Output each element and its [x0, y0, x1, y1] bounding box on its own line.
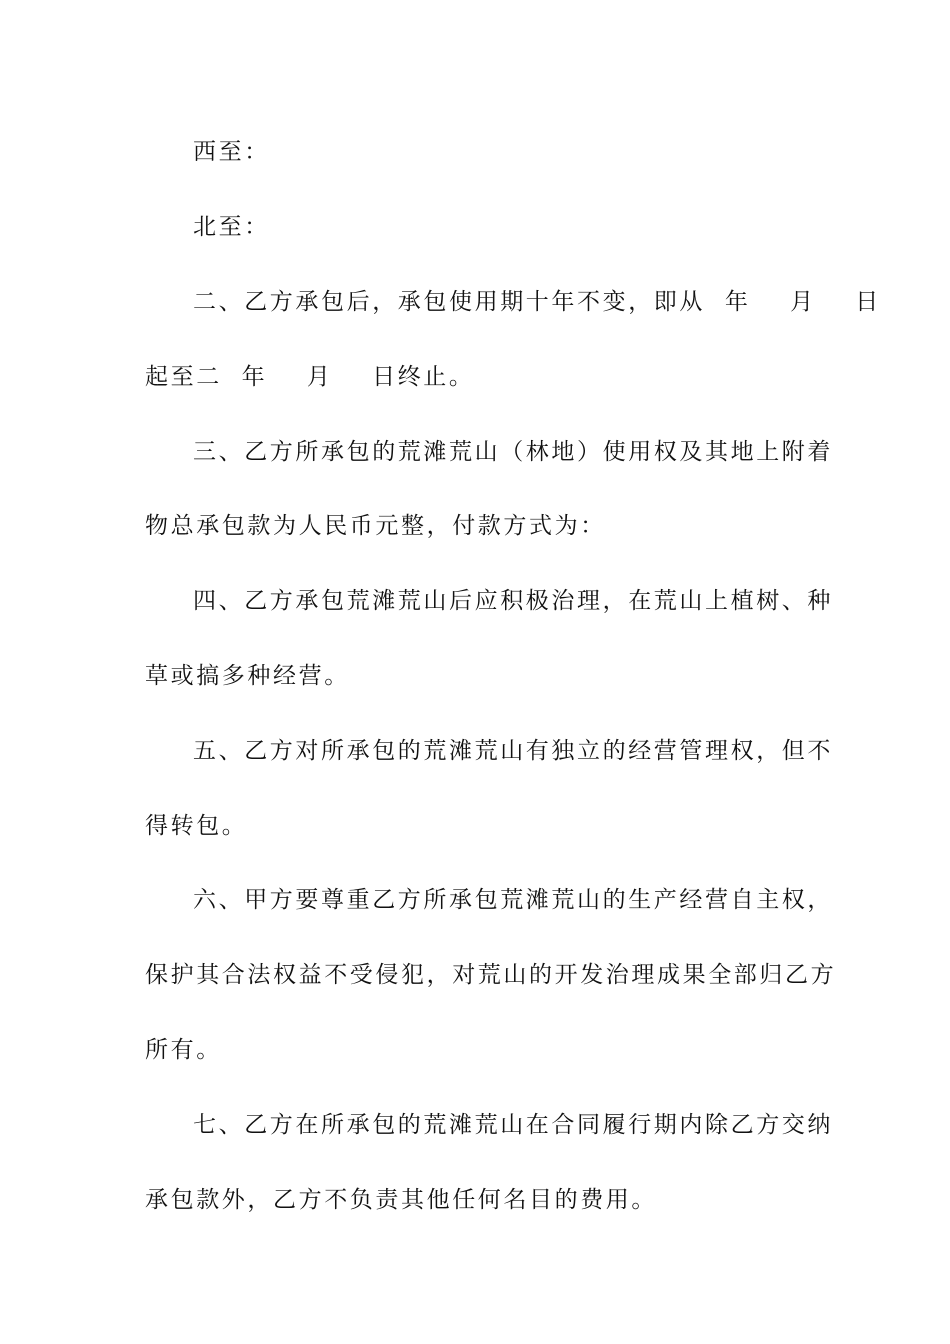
clause-5-line-1: 五、乙方对所承包的荒滩荒山有独立的经营管理权，但不 — [193, 738, 833, 764]
clause-5-line-2: 得转包。 — [145, 813, 248, 839]
clause-6-line-1: 六、甲方要尊重乙方所承包荒滩荒山的生产经营自主权， — [193, 887, 833, 913]
clause-4-line-2: 草或搞多种经营。 — [145, 663, 350, 689]
clause-3-line-2: 物总承包款为人民币元整，付款方式为： — [145, 513, 606, 539]
clause-2-line-1: 二、乙方承包后，承包使用期十年不变，即从 年 月 日 — [193, 289, 881, 315]
west-boundary-line: 西至： — [193, 139, 270, 165]
clause-2-line-2: 起至二 年 月 日终止。 — [145, 364, 475, 390]
clause-3-line-1: 三、乙方所承包的荒滩荒山（林地）使用权及其地上附着 — [193, 439, 833, 465]
clause-4-line-1: 四、乙方承包荒滩荒山后应积极治理，在荒山上植树、种 — [193, 588, 833, 614]
clause-7-line-2: 承包款外，乙方不负责其他任何名目的费用。 — [145, 1187, 657, 1213]
north-boundary-line: 北至： — [193, 214, 270, 240]
clause-7-line-1: 七、乙方在所承包的荒滩荒山在合同履行期内除乙方交纳 — [193, 1112, 833, 1138]
clause-6-line-2: 保护其合法权益不受侵犯，对荒山的开发治理成果全部归乙方 — [145, 962, 837, 988]
clause-6-line-3: 所有。 — [145, 1037, 222, 1063]
